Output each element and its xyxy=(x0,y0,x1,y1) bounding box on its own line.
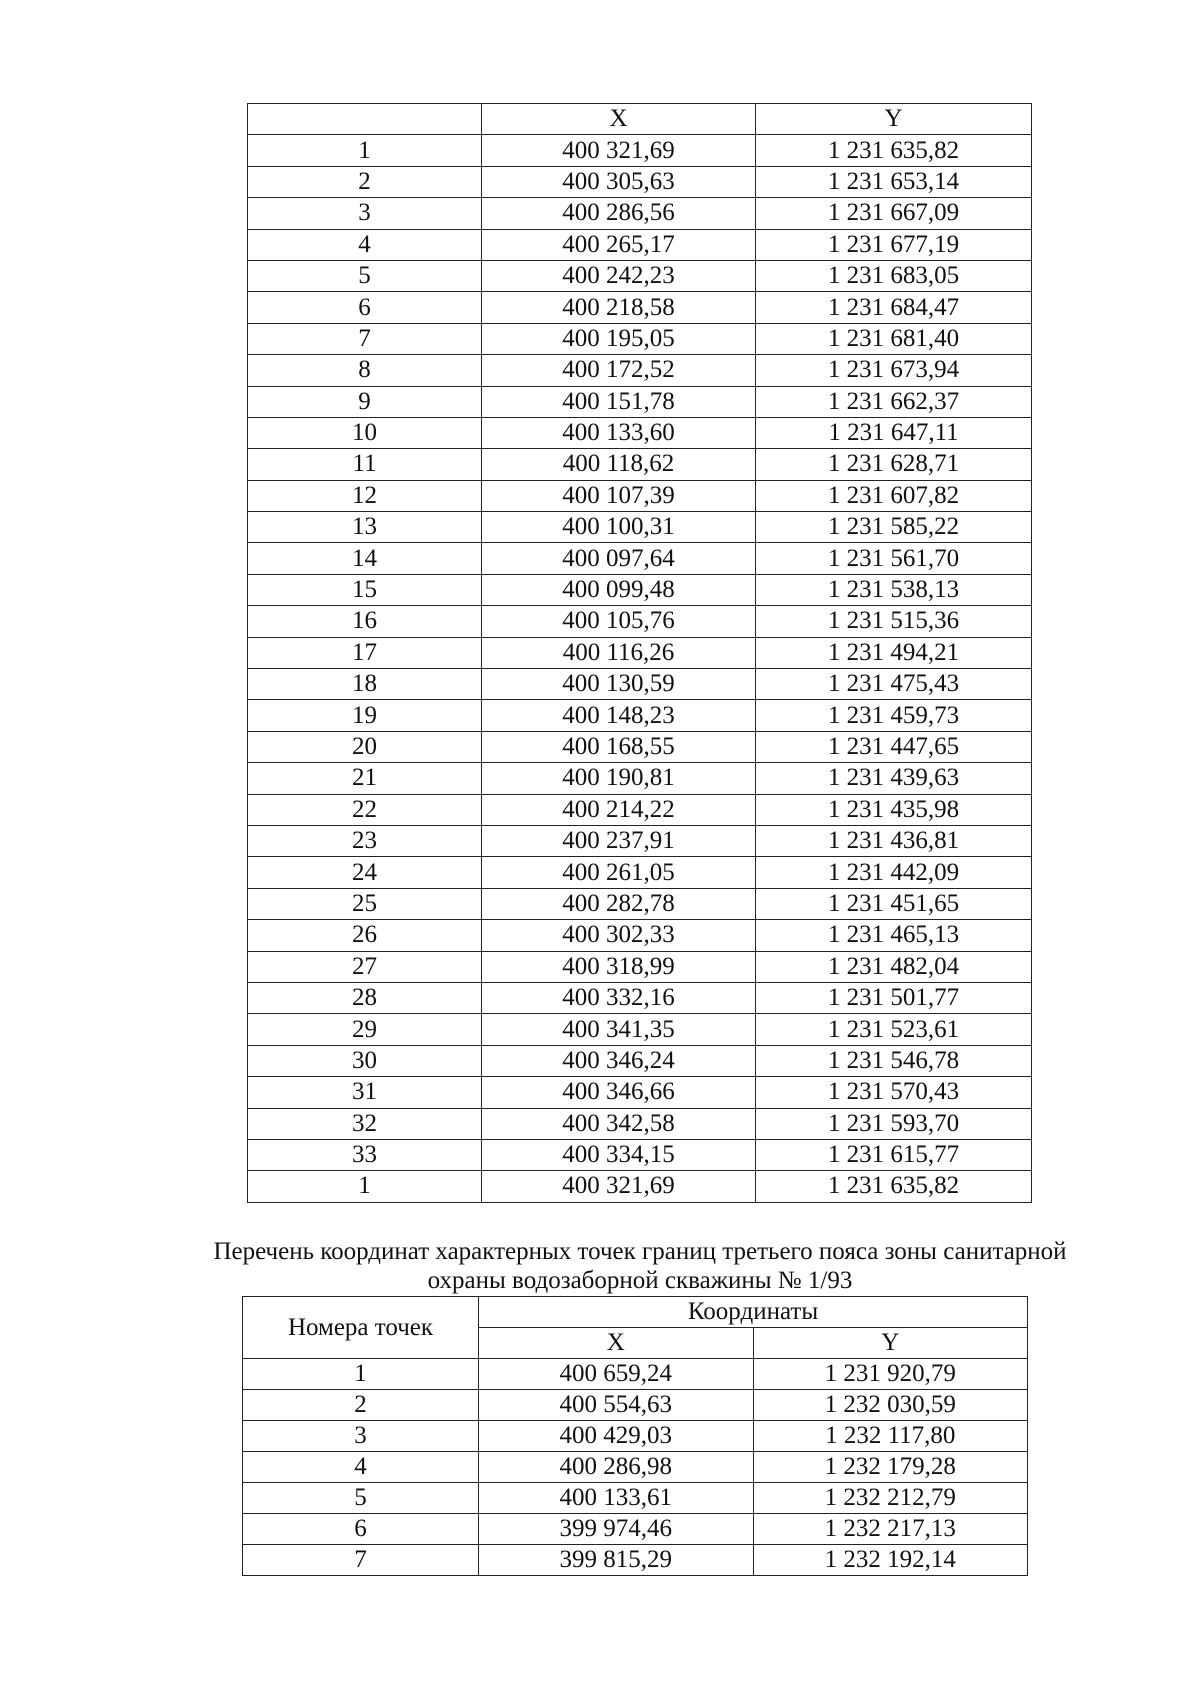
header-y: Y xyxy=(753,1328,1028,1359)
table-header-row xyxy=(243,1297,1028,1328)
cell-y: 1 231 920,79 xyxy=(753,1359,1028,1390)
cell-y: 1 231 459,73 xyxy=(756,700,1032,731)
cell-point-number: 7 xyxy=(248,323,482,354)
cell-point-number: 19 xyxy=(248,700,482,731)
cell-x: 400 332,16 xyxy=(482,982,756,1013)
table-row xyxy=(248,1045,1032,1076)
cell-point-number: 1 xyxy=(243,1359,479,1390)
cell-y: 1 231 635,82 xyxy=(756,135,1032,166)
cell-y: 1 231 683,05 xyxy=(756,260,1032,291)
cell-point-number: 9 xyxy=(248,386,482,417)
header-point-number xyxy=(248,104,482,135)
cell-point-number: 7 xyxy=(243,1545,479,1576)
table-row xyxy=(243,1514,1028,1545)
cell-y: 1 231 436,81 xyxy=(756,825,1032,856)
cell-x: 400 099,48 xyxy=(482,574,756,605)
cell-y: 1 231 593,70 xyxy=(756,1108,1032,1139)
cell-x: 400 105,76 xyxy=(482,606,756,637)
cell-y: 1 231 662,37 xyxy=(756,386,1032,417)
cell-point-number: 5 xyxy=(243,1483,479,1514)
cell-x: 400 242,23 xyxy=(482,260,756,291)
table-row xyxy=(248,982,1032,1013)
cell-x: 400 554,63 xyxy=(479,1390,754,1421)
table-row xyxy=(243,1452,1028,1483)
cell-point-number: 1 xyxy=(248,135,482,166)
cell-y: 1 231 585,22 xyxy=(756,512,1032,543)
cell-point-number: 29 xyxy=(248,1014,482,1045)
cell-y: 1 231 482,04 xyxy=(756,951,1032,982)
cell-y: 1 232 179,28 xyxy=(753,1452,1028,1483)
cell-point-number: 27 xyxy=(248,951,482,982)
cell-x: 400 097,64 xyxy=(482,543,756,574)
cell-x: 400 429,03 xyxy=(479,1421,754,1452)
cell-x: 400 133,60 xyxy=(482,417,756,448)
table-row xyxy=(248,449,1032,480)
cell-x: 400 237,91 xyxy=(482,825,756,856)
cell-x: 400 318,99 xyxy=(482,951,756,982)
cell-point-number: 14 xyxy=(248,543,482,574)
table-row xyxy=(248,166,1032,197)
cell-point-number: 4 xyxy=(243,1452,479,1483)
cell-y: 1 231 523,61 xyxy=(756,1014,1032,1045)
cell-point-number: 3 xyxy=(243,1421,479,1452)
cell-x: 400 346,66 xyxy=(482,1077,756,1108)
cell-y: 1 231 647,11 xyxy=(756,417,1032,448)
table-row xyxy=(248,1171,1032,1202)
header-y: Y xyxy=(756,104,1032,135)
cell-x: 400 321,69 xyxy=(482,135,756,166)
header-x: X xyxy=(482,104,756,135)
cell-y: 1 231 546,78 xyxy=(756,1045,1032,1076)
cell-y: 1 231 538,13 xyxy=(756,574,1032,605)
table-row xyxy=(248,669,1032,700)
cell-y: 1 231 570,43 xyxy=(756,1077,1032,1108)
cell-point-number: 28 xyxy=(248,982,482,1013)
table-row xyxy=(248,323,1032,354)
table-row xyxy=(248,1139,1032,1170)
cell-point-number: 12 xyxy=(248,480,482,511)
cell-x: 400 116,26 xyxy=(482,637,756,668)
cell-x: 400 190,81 xyxy=(482,763,756,794)
cell-y: 1 231 515,36 xyxy=(756,606,1032,637)
cell-y: 1 231 561,70 xyxy=(756,543,1032,574)
cell-y: 1 232 030,59 xyxy=(753,1390,1028,1421)
cell-x: 400 218,58 xyxy=(482,292,756,323)
cell-point-number: 10 xyxy=(248,417,482,448)
cell-x: 399 974,46 xyxy=(479,1514,754,1545)
coordinates-table-2 xyxy=(242,1296,1028,1576)
table-row xyxy=(243,1359,1028,1390)
table-row xyxy=(248,857,1032,888)
cell-y: 1 231 435,98 xyxy=(756,794,1032,825)
cell-point-number: 2 xyxy=(248,166,482,197)
cell-point-number: 31 xyxy=(248,1077,482,1108)
cell-y: 1 231 628,71 xyxy=(756,449,1032,480)
cell-y: 1 231 684,47 xyxy=(756,292,1032,323)
cell-point-number: 30 xyxy=(248,1045,482,1076)
cell-point-number: 23 xyxy=(248,825,482,856)
table-row xyxy=(248,763,1032,794)
table-row xyxy=(248,574,1032,605)
header-x: X xyxy=(479,1328,754,1359)
table-row xyxy=(248,260,1032,291)
cell-x: 400 151,78 xyxy=(482,386,756,417)
cell-y: 1 231 681,40 xyxy=(756,323,1032,354)
table-row xyxy=(248,229,1032,260)
header-point-numbers: Номера точек xyxy=(243,1297,479,1359)
cell-point-number: 13 xyxy=(248,512,482,543)
cell-point-number: 16 xyxy=(248,606,482,637)
cell-point-number: 11 xyxy=(248,449,482,480)
cell-point-number: 24 xyxy=(248,857,482,888)
cell-point-number: 5 xyxy=(248,260,482,291)
table-row xyxy=(248,606,1032,637)
cell-y: 1 231 494,21 xyxy=(756,637,1032,668)
cell-y: 1 231 501,77 xyxy=(756,982,1032,1013)
cell-x: 400 659,24 xyxy=(479,1359,754,1390)
cell-point-number: 26 xyxy=(248,920,482,951)
table-row xyxy=(243,1483,1028,1514)
table-row xyxy=(248,480,1032,511)
cell-point-number: 6 xyxy=(248,292,482,323)
cell-point-number: 4 xyxy=(248,229,482,260)
cell-point-number: 15 xyxy=(248,574,482,605)
cell-x: 400 302,33 xyxy=(482,920,756,951)
cell-point-number: 33 xyxy=(248,1139,482,1170)
cell-y: 1 231 653,14 xyxy=(756,166,1032,197)
cell-x: 400 214,22 xyxy=(482,794,756,825)
table-row xyxy=(248,1077,1032,1108)
cell-x: 400 346,24 xyxy=(482,1045,756,1076)
table-caption xyxy=(150,1237,1130,1295)
cell-x: 400 100,31 xyxy=(482,512,756,543)
cell-point-number: 18 xyxy=(248,669,482,700)
cell-x: 400 321,69 xyxy=(482,1171,756,1202)
cell-x: 400 342,58 xyxy=(482,1108,756,1139)
table-row xyxy=(248,135,1032,166)
cell-point-number: 21 xyxy=(248,763,482,794)
cell-y: 1 231 451,65 xyxy=(756,888,1032,919)
coordinates-table-1 xyxy=(247,103,1032,1203)
cell-x: 400 172,52 xyxy=(482,355,756,386)
cell-x: 400 286,56 xyxy=(482,198,756,229)
cell-x: 400 118,62 xyxy=(482,449,756,480)
cell-y: 1 231 475,43 xyxy=(756,669,1032,700)
table-row xyxy=(248,386,1032,417)
cell-x: 400 107,39 xyxy=(482,480,756,511)
cell-x: 400 133,61 xyxy=(479,1483,754,1514)
cell-y: 1 231 465,13 xyxy=(756,920,1032,951)
table-row xyxy=(248,198,1032,229)
cell-y: 1 232 212,79 xyxy=(753,1483,1028,1514)
table-row xyxy=(248,512,1032,543)
table-row xyxy=(248,417,1032,448)
table-row xyxy=(248,951,1032,982)
table-row xyxy=(248,888,1032,919)
cell-y: 1 231 615,77 xyxy=(756,1139,1032,1170)
cell-x: 399 815,29 xyxy=(479,1545,754,1576)
table-row xyxy=(248,1108,1032,1139)
cell-point-number: 17 xyxy=(248,637,482,668)
cell-point-number: 2 xyxy=(243,1390,479,1421)
cell-point-number: 1 xyxy=(248,1171,482,1202)
table-row xyxy=(248,700,1032,731)
cell-point-number: 20 xyxy=(248,731,482,762)
cell-y: 1 231 677,19 xyxy=(756,229,1032,260)
cell-y: 1 231 667,09 xyxy=(756,198,1032,229)
cell-y: 1 232 117,80 xyxy=(753,1421,1028,1452)
table-row xyxy=(243,1545,1028,1576)
cell-x: 400 265,17 xyxy=(482,229,756,260)
cell-x: 400 305,63 xyxy=(482,166,756,197)
table-row xyxy=(248,292,1032,323)
table-row xyxy=(248,1014,1032,1045)
cell-x: 400 168,55 xyxy=(482,731,756,762)
table-row xyxy=(248,731,1032,762)
caption-line-1: Перечень координат характерных точек границ третьего пояса зоны санитарной xyxy=(213,1238,1067,1265)
table-row xyxy=(248,825,1032,856)
cell-x: 400 334,15 xyxy=(482,1139,756,1170)
table-row xyxy=(243,1421,1028,1452)
cell-y: 1 232 217,13 xyxy=(753,1514,1028,1545)
header-coordinates: Координаты xyxy=(479,1297,1028,1328)
cell-y: 1 231 442,09 xyxy=(756,857,1032,888)
cell-point-number: 6 xyxy=(243,1514,479,1545)
cell-y: 1 231 439,63 xyxy=(756,763,1032,794)
cell-y: 1 231 447,65 xyxy=(756,731,1032,762)
table-header-row xyxy=(248,104,1032,135)
table-row xyxy=(243,1390,1028,1421)
table-row xyxy=(248,920,1032,951)
cell-x: 400 282,78 xyxy=(482,888,756,919)
caption-line-2: охраны водозаборной скважины № 1/93 xyxy=(427,1267,853,1294)
cell-point-number: 25 xyxy=(248,888,482,919)
cell-x: 400 148,23 xyxy=(482,700,756,731)
cell-y: 1 232 192,14 xyxy=(753,1545,1028,1576)
cell-x: 400 195,05 xyxy=(482,323,756,354)
cell-x: 400 261,05 xyxy=(482,857,756,888)
cell-y: 1 231 607,82 xyxy=(756,480,1032,511)
cell-x: 400 341,35 xyxy=(482,1014,756,1045)
table-row xyxy=(248,794,1032,825)
table-row xyxy=(248,355,1032,386)
cell-y: 1 231 673,94 xyxy=(756,355,1032,386)
cell-point-number: 3 xyxy=(248,198,482,229)
cell-y: 1 231 635,82 xyxy=(756,1171,1032,1202)
table-row xyxy=(248,543,1032,574)
cell-point-number: 22 xyxy=(248,794,482,825)
cell-x: 400 130,59 xyxy=(482,669,756,700)
cell-point-number: 8 xyxy=(248,355,482,386)
cell-point-number: 32 xyxy=(248,1108,482,1139)
cell-x: 400 286,98 xyxy=(479,1452,754,1483)
table-row xyxy=(248,637,1032,668)
